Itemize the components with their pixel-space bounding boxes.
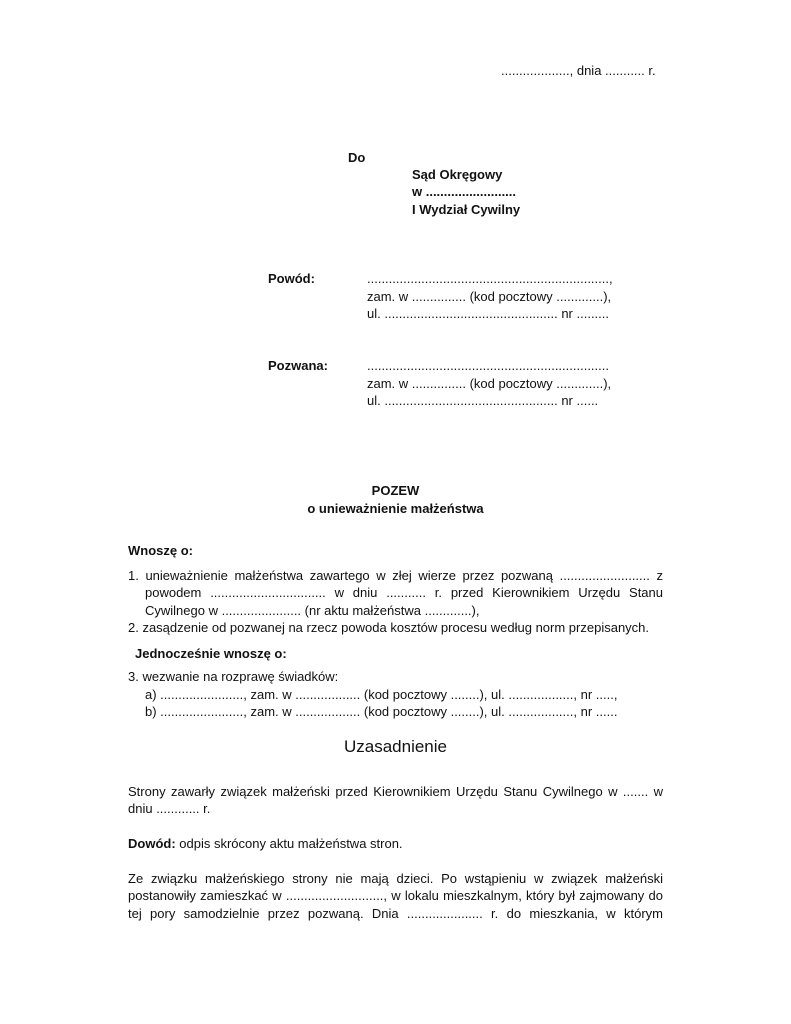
request-item-1-line-2: powodem ................................ w dniu ........... r. przed Kierownikiem Urzędu Stanu	[145, 585, 663, 600]
justification-para-1-line-1: Strony zawarły związek małżeński przed Kierownikiem Urzędu Stanu Cywilnego w ....... w	[128, 784, 663, 799]
plaintiff-label: Powód:	[268, 271, 315, 286]
court-name: Sąd Okręgowy	[412, 167, 503, 182]
document-title: POZEW	[371, 483, 420, 498]
plaintiff-address-line: zam. w ............... (kod pocztowy .............),	[367, 289, 612, 304]
plaintiff-name-line: ...................................................................,	[367, 271, 613, 286]
defendant-label: Pozwana:	[268, 358, 328, 373]
evidence-label: Dowód:	[128, 836, 176, 851]
request-item-2: 2. zasądzenie od pozwanej na rzecz powoda kosztów procesu według norm przepisanych.	[128, 620, 650, 635]
evidence-line	[128, 836, 403, 851]
request-item-1-line-3: Cywilnego w ...................... (nr aktu małżeństwa .............),	[145, 603, 480, 618]
request-item-3: 3. wezwanie na rozprawę świadków:	[128, 669, 339, 684]
justification-para-2-line-2: postanowiły zamieszkać w ..........................., w lokalu mieszkalnym, który był zajmowany do	[128, 888, 663, 903]
court-city: w .........................	[412, 184, 517, 199]
defendant-name-line: ...................................................................	[367, 358, 609, 373]
defendant-street-line: ul. ................................................ nr ......	[367, 393, 599, 408]
witness-a: a) ......................., zam. w .................. (kod pocztowy ........), ul. .................., nr .....,	[145, 687, 618, 702]
additional-heading: Jednocześnie wnoszę o:	[135, 646, 287, 661]
justification-para-1-line-2: dniu ............ r.	[128, 801, 211, 816]
plaintiff-street-line: ul. ................................................ nr .........	[367, 306, 609, 321]
requests-heading: Wnoszę o:	[128, 543, 193, 558]
justification-heading: Uzasadnienie	[343, 737, 447, 756]
justification-para-2-line-1: Ze związku małżeńskiego strony nie mają dzieci. Po wstąpieniu w związek małżeński	[128, 871, 663, 886]
court-department: I Wydział Cywilny	[412, 202, 521, 217]
defendant-address-line: zam. w ............... (kod pocztowy .............),	[367, 376, 612, 391]
witness-b: b) ......................., zam. w .................. (kod pocztowy ........), ul. .................., nr ......	[145, 704, 618, 719]
evidence-text: odpis skrócony aktu małżeństwa stron.	[179, 836, 403, 851]
request-item-1-line-1: 1. unieważnienie małżeństwa zawartego w złej wierze przez pozwaną ......................... z	[128, 568, 663, 583]
addressee-do: Do	[348, 150, 366, 165]
place-date-line: ..................., dnia ........... r.	[501, 63, 656, 78]
justification-para-2-line-3: tej pory samodzielnie przez pozwaną. Dnia ..................... r. do mieszkania, w którym	[128, 906, 663, 921]
document-subtitle: o unieważnienie małżeństwa	[307, 501, 484, 516]
